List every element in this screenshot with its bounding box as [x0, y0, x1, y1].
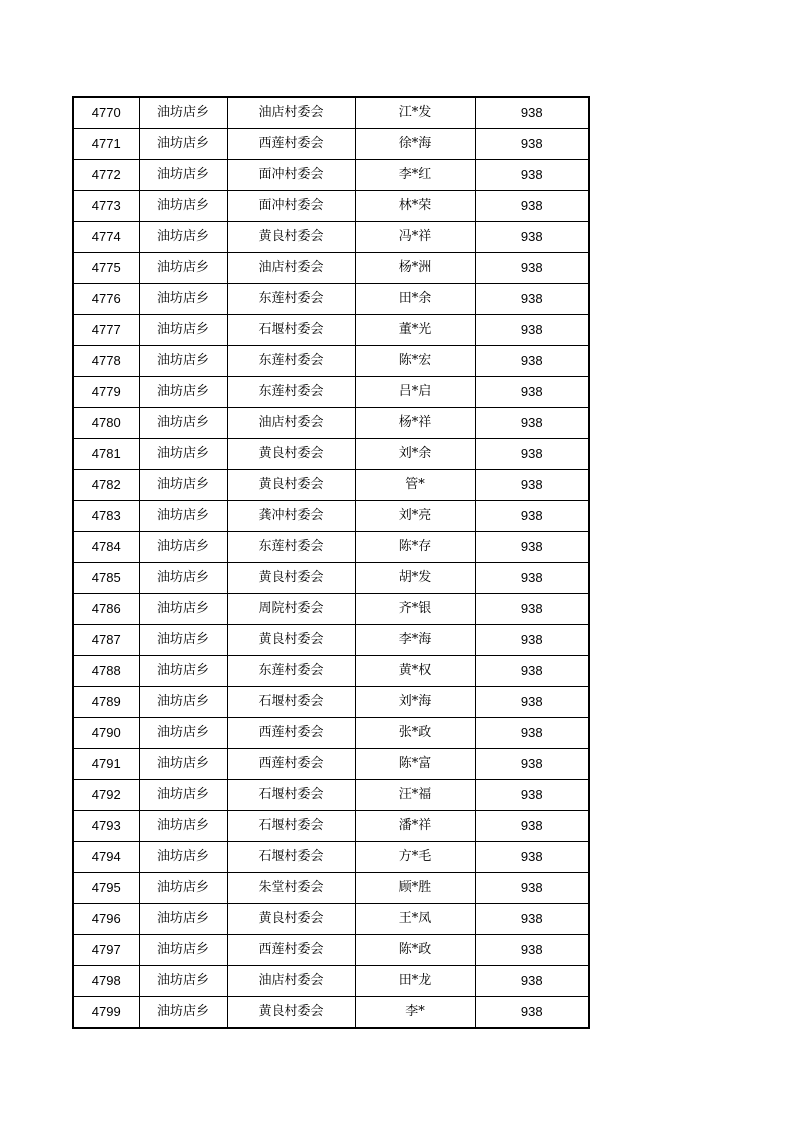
amount-cell: 938 [475, 780, 589, 811]
township-cell: 油坊店乡 [139, 935, 227, 966]
row-number-cell: 4786 [73, 594, 139, 625]
person-name-cell: 刘*亮 [355, 501, 475, 532]
row-number-cell: 4794 [73, 842, 139, 873]
table-row [73, 408, 589, 439]
amount-cell: 938 [475, 253, 589, 284]
village-committee-cell: 东莲村委会 [227, 346, 355, 377]
township-cell: 油坊店乡 [139, 315, 227, 346]
table-row [73, 656, 589, 687]
village-committee-cell: 石堰村委会 [227, 780, 355, 811]
village-committee-cell: 东莲村委会 [227, 532, 355, 563]
table-row [73, 501, 589, 532]
township-cell: 油坊店乡 [139, 780, 227, 811]
village-committee-cell: 西莲村委会 [227, 718, 355, 749]
village-committee-cell: 西莲村委会 [227, 749, 355, 780]
person-name-cell: 杨*洲 [355, 253, 475, 284]
person-name-cell: 陈*存 [355, 532, 475, 563]
row-number-cell: 4793 [73, 811, 139, 842]
amount-cell: 938 [475, 129, 589, 160]
amount-cell: 938 [475, 222, 589, 253]
amount-cell: 938 [475, 315, 589, 346]
table-row [73, 97, 589, 129]
person-name-cell: 刘*余 [355, 439, 475, 470]
table-row [73, 346, 589, 377]
row-number-cell: 4773 [73, 191, 139, 222]
township-cell: 油坊店乡 [139, 470, 227, 501]
person-name-cell: 田*龙 [355, 966, 475, 997]
village-committee-cell: 黄良村委会 [227, 222, 355, 253]
person-name-cell: 陈*政 [355, 935, 475, 966]
person-name-cell: 陈*富 [355, 749, 475, 780]
amount-cell: 938 [475, 625, 589, 656]
row-number-cell: 4782 [73, 470, 139, 501]
row-number-cell: 4783 [73, 501, 139, 532]
table-row [73, 315, 589, 346]
person-name-cell: 冯*祥 [355, 222, 475, 253]
row-number-cell: 4784 [73, 532, 139, 563]
township-cell: 油坊店乡 [139, 129, 227, 160]
table-row [73, 563, 589, 594]
amount-cell: 938 [475, 439, 589, 470]
person-name-cell: 徐*海 [355, 129, 475, 160]
township-cell: 油坊店乡 [139, 377, 227, 408]
row-number-cell: 4799 [73, 997, 139, 1029]
person-name-cell: 李*红 [355, 160, 475, 191]
person-name-cell: 管* [355, 470, 475, 501]
township-cell: 油坊店乡 [139, 191, 227, 222]
row-number-cell: 4798 [73, 966, 139, 997]
row-number-cell: 4790 [73, 718, 139, 749]
village-committee-cell: 西莲村委会 [227, 129, 355, 160]
amount-cell: 938 [475, 97, 589, 129]
township-cell: 油坊店乡 [139, 842, 227, 873]
person-name-cell: 张*政 [355, 718, 475, 749]
amount-cell: 938 [475, 563, 589, 594]
table-row [73, 687, 589, 718]
row-number-cell: 4797 [73, 935, 139, 966]
person-name-cell: 王*凤 [355, 904, 475, 935]
township-cell: 油坊店乡 [139, 966, 227, 997]
amount-cell: 938 [475, 811, 589, 842]
township-cell: 油坊店乡 [139, 904, 227, 935]
village-committee-cell: 石堰村委会 [227, 687, 355, 718]
row-number-cell: 4770 [73, 97, 139, 129]
amount-cell: 938 [475, 935, 589, 966]
table-row [73, 594, 589, 625]
village-committee-cell: 东莲村委会 [227, 284, 355, 315]
person-name-cell: 齐*银 [355, 594, 475, 625]
township-cell: 油坊店乡 [139, 408, 227, 439]
amount-cell: 938 [475, 997, 589, 1029]
table-row [73, 997, 589, 1029]
village-committee-cell: 面冲村委会 [227, 160, 355, 191]
township-cell: 油坊店乡 [139, 625, 227, 656]
amount-cell: 938 [475, 346, 589, 377]
village-committee-cell: 黄良村委会 [227, 625, 355, 656]
person-name-cell: 潘*祥 [355, 811, 475, 842]
table-row [73, 439, 589, 470]
table-row [73, 222, 589, 253]
row-number-cell: 4792 [73, 780, 139, 811]
row-number-cell: 4780 [73, 408, 139, 439]
village-committee-cell: 黄良村委会 [227, 470, 355, 501]
amount-cell: 938 [475, 842, 589, 873]
table-row [73, 129, 589, 160]
amount-cell: 938 [475, 377, 589, 408]
village-committee-cell: 东莲村委会 [227, 377, 355, 408]
village-committee-cell: 周院村委会 [227, 594, 355, 625]
amount-cell: 938 [475, 284, 589, 315]
table-row [73, 377, 589, 408]
village-committee-cell: 油店村委会 [227, 97, 355, 129]
township-cell: 油坊店乡 [139, 97, 227, 129]
row-number-cell: 4796 [73, 904, 139, 935]
township-cell: 油坊店乡 [139, 439, 227, 470]
amount-cell: 938 [475, 501, 589, 532]
village-committee-cell: 油店村委会 [227, 408, 355, 439]
table-row [73, 253, 589, 284]
row-number-cell: 4789 [73, 687, 139, 718]
table-row [73, 780, 589, 811]
person-name-cell: 田*余 [355, 284, 475, 315]
row-number-cell: 4787 [73, 625, 139, 656]
township-cell: 油坊店乡 [139, 718, 227, 749]
township-cell: 油坊店乡 [139, 501, 227, 532]
row-number-cell: 4771 [73, 129, 139, 160]
person-name-cell: 吕*启 [355, 377, 475, 408]
village-committee-cell: 西莲村委会 [227, 935, 355, 966]
person-name-cell: 陈*宏 [355, 346, 475, 377]
person-name-cell: 顾*胜 [355, 873, 475, 904]
village-committee-cell: 面冲村委会 [227, 191, 355, 222]
roster-table [72, 96, 590, 1029]
amount-cell: 938 [475, 470, 589, 501]
table-row [73, 904, 589, 935]
village-committee-cell: 朱堂村委会 [227, 873, 355, 904]
person-name-cell: 胡*发 [355, 563, 475, 594]
row-number-cell: 4788 [73, 656, 139, 687]
roster-body [73, 97, 589, 1028]
township-cell: 油坊店乡 [139, 253, 227, 284]
amount-cell: 938 [475, 873, 589, 904]
person-name-cell: 杨*祥 [355, 408, 475, 439]
village-committee-cell: 石堰村委会 [227, 315, 355, 346]
person-name-cell: 江*发 [355, 97, 475, 129]
amount-cell: 938 [475, 160, 589, 191]
row-number-cell: 4791 [73, 749, 139, 780]
table-row [73, 470, 589, 501]
table-row [73, 718, 589, 749]
person-name-cell: 李* [355, 997, 475, 1029]
village-committee-cell: 油店村委会 [227, 253, 355, 284]
person-name-cell: 方*毛 [355, 842, 475, 873]
row-number-cell: 4785 [73, 563, 139, 594]
table-row [73, 191, 589, 222]
township-cell: 油坊店乡 [139, 997, 227, 1029]
village-committee-cell: 龚冲村委会 [227, 501, 355, 532]
amount-cell: 938 [475, 408, 589, 439]
amount-cell: 938 [475, 191, 589, 222]
person-name-cell: 汪*福 [355, 780, 475, 811]
township-cell: 油坊店乡 [139, 873, 227, 904]
row-number-cell: 4781 [73, 439, 139, 470]
township-cell: 油坊店乡 [139, 656, 227, 687]
person-name-cell: 刘*海 [355, 687, 475, 718]
village-committee-cell: 黄良村委会 [227, 439, 355, 470]
township-cell: 油坊店乡 [139, 284, 227, 315]
row-number-cell: 4776 [73, 284, 139, 315]
table-row [73, 966, 589, 997]
table-row [73, 284, 589, 315]
amount-cell: 938 [475, 718, 589, 749]
village-committee-cell: 黄良村委会 [227, 904, 355, 935]
table-row [73, 935, 589, 966]
township-cell: 油坊店乡 [139, 749, 227, 780]
table-row [73, 625, 589, 656]
person-name-cell: 黄*权 [355, 656, 475, 687]
row-number-cell: 4772 [73, 160, 139, 191]
village-committee-cell: 黄良村委会 [227, 997, 355, 1029]
person-name-cell: 董*光 [355, 315, 475, 346]
table-row [73, 811, 589, 842]
village-committee-cell: 油店村委会 [227, 966, 355, 997]
table-row [73, 842, 589, 873]
amount-cell: 938 [475, 904, 589, 935]
table-row [73, 749, 589, 780]
township-cell: 油坊店乡 [139, 160, 227, 191]
village-committee-cell: 东莲村委会 [227, 656, 355, 687]
person-name-cell: 李*海 [355, 625, 475, 656]
village-committee-cell: 石堰村委会 [227, 842, 355, 873]
amount-cell: 938 [475, 749, 589, 780]
township-cell: 油坊店乡 [139, 811, 227, 842]
village-committee-cell: 黄良村委会 [227, 563, 355, 594]
township-cell: 油坊店乡 [139, 346, 227, 377]
amount-cell: 938 [475, 656, 589, 687]
table-row [73, 160, 589, 191]
amount-cell: 938 [475, 532, 589, 563]
village-committee-cell: 石堰村委会 [227, 811, 355, 842]
row-number-cell: 4795 [73, 873, 139, 904]
township-cell: 油坊店乡 [139, 687, 227, 718]
person-name-cell: 林*荣 [355, 191, 475, 222]
amount-cell: 938 [475, 966, 589, 997]
table-row [73, 873, 589, 904]
row-number-cell: 4777 [73, 315, 139, 346]
row-number-cell: 4774 [73, 222, 139, 253]
row-number-cell: 4778 [73, 346, 139, 377]
township-cell: 油坊店乡 [139, 563, 227, 594]
row-number-cell: 4775 [73, 253, 139, 284]
row-number-cell: 4779 [73, 377, 139, 408]
table-row [73, 532, 589, 563]
township-cell: 油坊店乡 [139, 222, 227, 253]
township-cell: 油坊店乡 [139, 594, 227, 625]
township-cell: 油坊店乡 [139, 532, 227, 563]
amount-cell: 938 [475, 687, 589, 718]
amount-cell: 938 [475, 594, 589, 625]
